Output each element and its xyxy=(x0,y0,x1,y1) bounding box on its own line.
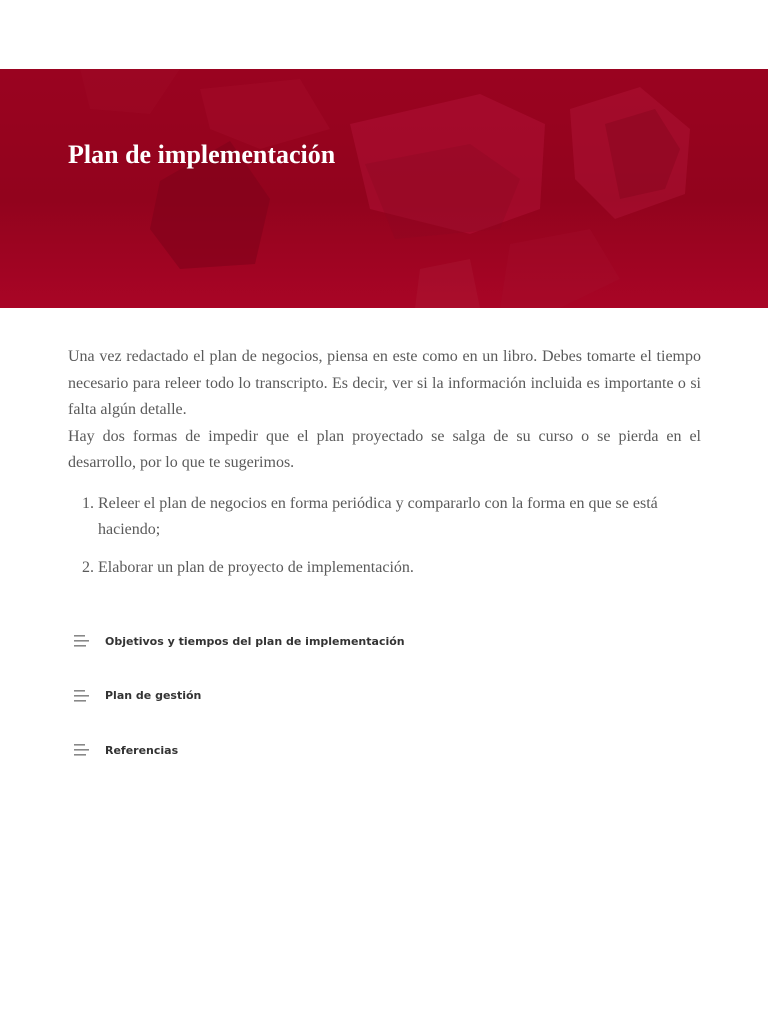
steps-list xyxy=(68,491,701,581)
list-item: 2. Elaborar un plan de proyecto de implementación. xyxy=(98,555,701,581)
list-item: 1. Releer el plan de negocios en forma periódica y compararlo con la forma en que se está haciendo; xyxy=(98,491,701,543)
lines-icon xyxy=(72,743,90,757)
header-banner xyxy=(0,69,768,308)
intro-paragraph: Una vez redactado el plan de negocios, piensa en este como en un libro. Debes tomarte el tiempo necesario para releer todo lo transcripto. Es decir, ver si la información incluida es importante o si falta algún detalle. xyxy=(68,348,701,418)
section-link-referencias[interactable] xyxy=(72,735,702,765)
section-label: Objetivos y tiempos del plan de implementación xyxy=(105,634,405,648)
section-label: Referencias xyxy=(105,743,179,757)
page-title: Plan de implementación xyxy=(68,140,336,169)
section-label: Plan de gestión xyxy=(105,689,202,702)
intro-content xyxy=(68,344,701,593)
intro-paragraph: Hay dos formas de impedir que el plan proyectado se salga de su curso o se pierda en el desarrollo, por lo que te sugerimos. xyxy=(68,427,701,471)
lines-icon xyxy=(72,689,90,703)
section-link-objetivos[interactable] xyxy=(72,626,702,656)
lines-icon xyxy=(72,634,90,648)
header-background-image xyxy=(0,69,768,308)
section-link-plan-de-gestion[interactable] xyxy=(72,681,702,711)
section-list xyxy=(72,626,702,790)
